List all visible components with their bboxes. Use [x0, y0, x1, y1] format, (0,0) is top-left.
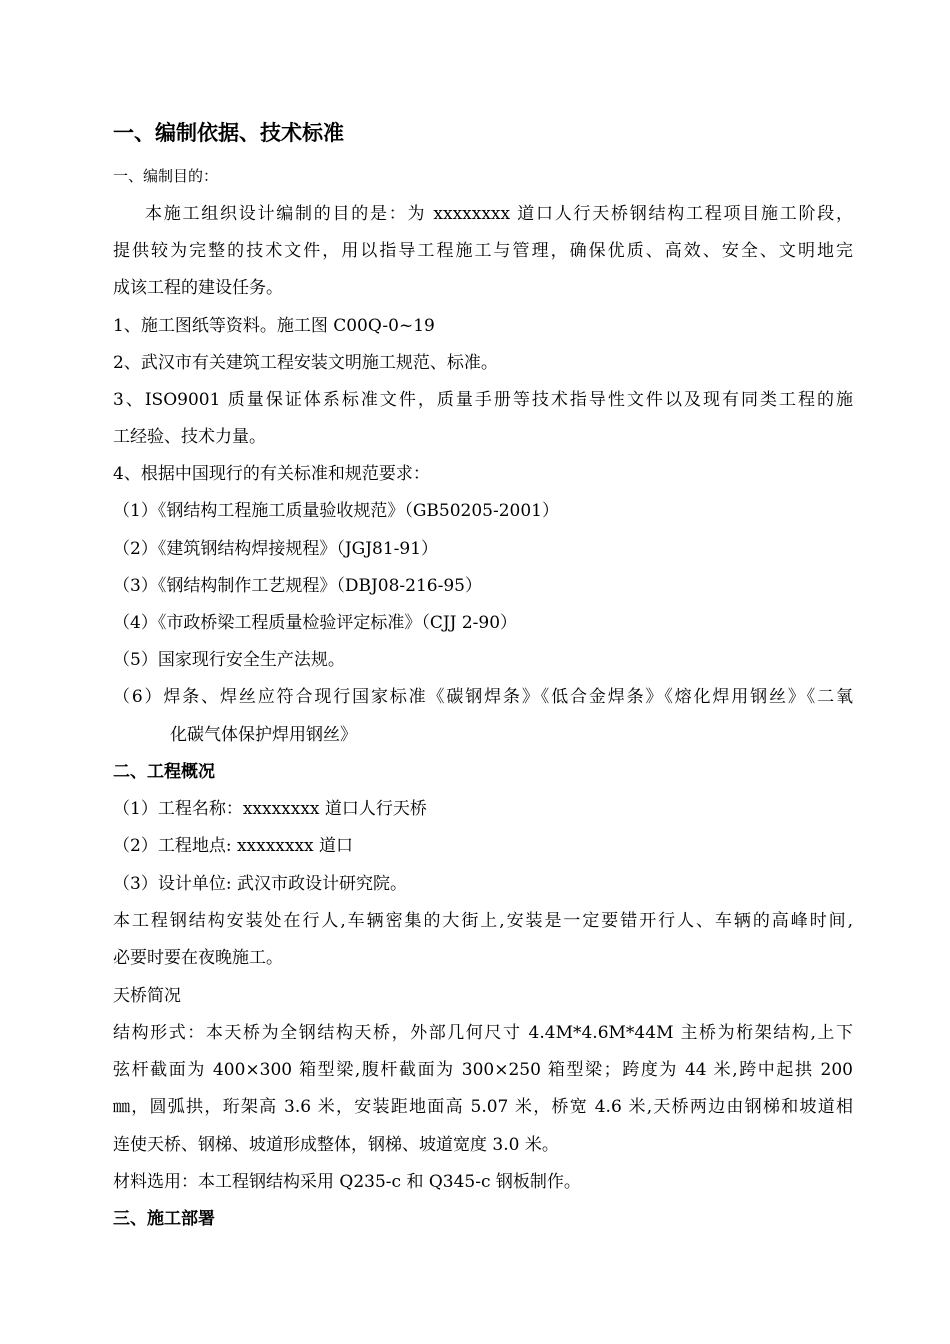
bridge-structure-line-4: 连使天桥、钢梯、坡道形成整体，钢梯、坡道宽度 3.0 米。 [113, 1135, 559, 1155]
standard-item-3: （3）《钢结构制作工艺规程》（DBJ08-216-95） [113, 576, 482, 596]
bridge-structure-line-1: 结构形式：本天桥为全钢结构天桥，外部几何尺寸 4.4M*4.6M*44M 主桥为桁架结构,上下 [113, 1023, 853, 1043]
section-heading-deployment: 三、施工部署 [113, 1209, 215, 1229]
standard-item-6-line-2: 化碳气体保护焊用钢丝》 [170, 725, 357, 745]
purpose-line-1: 本施工组织设计编制的目的是：为 xxxxxxxx 道口人行天桥钢结构工程项目施工阶段， [145, 204, 853, 224]
purpose-line-2: 提供较为完整的技术文件，用以指导工程施工与管理，确保优质、高效、安全、文明地完 [113, 241, 853, 261]
section-heading-basis: 一、编制依据、技术标准 [113, 120, 344, 145]
overview-item-2: （2）工程地点: xxxxxxxx 道口 [113, 836, 354, 856]
bridge-material: 材料选用：本工程钢结构采用 Q235-c 和 Q345-c 钢板制作。 [113, 1172, 581, 1192]
section-heading-overview: 二、工程概况 [113, 762, 215, 782]
basis-item-3-line-1: 3、ISO9001 质量保证体系标准文件，质量手册等技术指导性文件以及现有同类工程的施 [113, 390, 853, 410]
standard-item-5: （5）国家现行安全生产法规。 [113, 650, 345, 670]
overview-item-3: （3）设计单位: 武汉市政设计研究院。 [113, 874, 407, 894]
basis-item-4: 4、根据中国现行的有关标准和规范要求： [113, 464, 430, 484]
standard-item-4: （4）《市政桥梁工程质量检验评定标准》（CJJ 2-90） [113, 613, 518, 633]
basis-item-2: 2、武汉市有关建筑工程安装文明施工规范、标准。 [113, 353, 498, 373]
purpose-line-3: 成该工程的建设任务。 [113, 278, 283, 298]
bridge-structure-line-2: 弦杆截面为 400×300 箱型梁,腹杆截面为 300×250 箱型梁；跨度为 44 米,跨中起拱 200 [113, 1060, 853, 1080]
standard-item-1: （1）《钢结构工程施工质量验收规范》（GB50205-2001） [113, 501, 559, 521]
bridge-structure-line-3: ㎜，圆弧拱，珩架高 3.6 米，安装距地面高 5.07 米，桥宽 4.6 米,天桥两边由钢梯和坡道相 [113, 1097, 853, 1117]
subheading-purpose: 一、编制目的： [113, 167, 219, 185]
overview-note-line-1: 本工程钢结构安装处在行人,车辆密集的大街上,安装是一定要错开行人、车辆的高峰时间, [113, 911, 853, 931]
bridge-summary-title: 天桥简况 [113, 986, 181, 1006]
basis-item-3-line-2: 工经验、技术力量。 [113, 427, 266, 447]
standard-item-6-line-1: （6）焊条、焊丝应符合现行国家标准《碳钢焊条》《低合金焊条》《熔化焊用钢丝》《二氧 [113, 687, 853, 707]
overview-note-line-2: 必要时要在夜晚施工。 [113, 948, 283, 968]
basis-item-1: 1、施工图纸等资料。施工图 C00Q-0~19 [113, 316, 435, 336]
overview-item-1: （1）工程名称：xxxxxxxx 道口人行天桥 [113, 799, 427, 819]
standard-item-2: （2）《建筑钢结构焊接规程》（JGJ81-91） [113, 539, 439, 559]
